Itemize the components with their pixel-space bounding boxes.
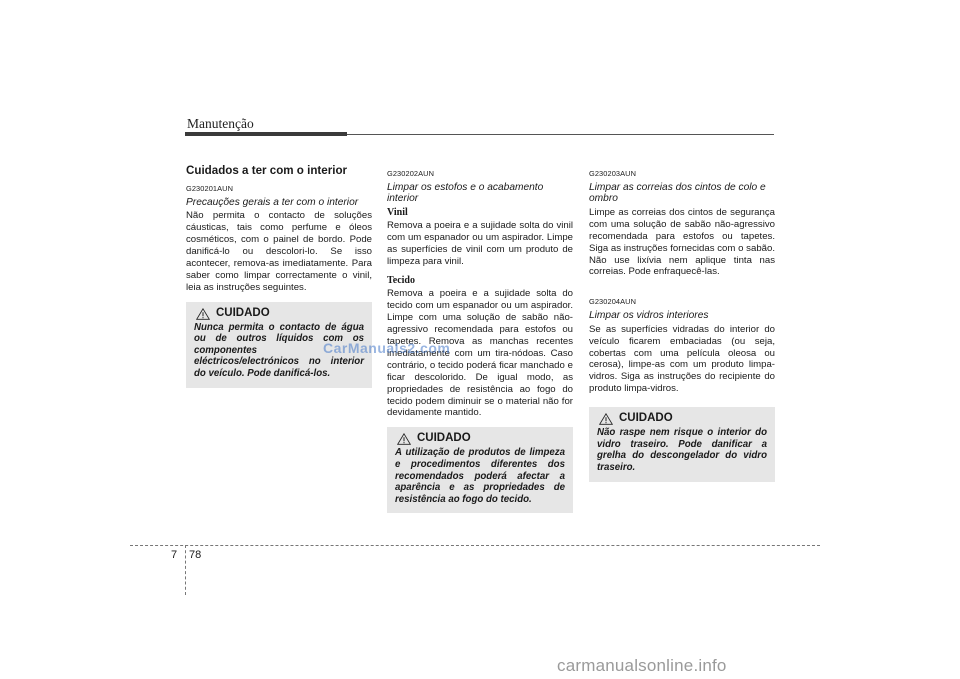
chapter-number: 7	[171, 549, 178, 561]
section-code: G230201AUN	[186, 183, 234, 193]
header-rule-thin	[347, 134, 774, 135]
caution-title: CUIDADO	[619, 412, 673, 425]
watermark-footer: carmanualsonline.info	[557, 656, 727, 675]
subheading: Precauções gerais a ter com o interior	[186, 196, 359, 208]
section-code: G230202AUN	[387, 169, 435, 178]
page-number: 78	[189, 549, 202, 561]
vinil-heading: Vinil	[387, 206, 408, 218]
caution-text: Nunca permita o contacto de água ou de outros líquidos com os componentes eléctricos/electrónicos no interior do veículo. Pode danificá-los.	[194, 321, 364, 380]
caution-box	[589, 407, 775, 481]
column-3	[589, 168, 775, 482]
caution-title: CUIDADO	[417, 432, 471, 445]
footer-rule	[130, 545, 820, 546]
header-rule	[185, 132, 347, 136]
caution-box	[387, 427, 573, 513]
section-code: G230204AUN	[589, 297, 637, 307]
warning-icon	[599, 413, 613, 425]
caution-title: CUIDADO	[216, 306, 270, 319]
paragraph: Remova a poeira e a sujidade solta do tecido com um espanador ou um aspirador. Limpe com uma solução de sabão não-agressivo recomendada para estofos ou tapetes. Remova as manchas recentes imediatamente com um tira-nódoas. Caso contrário, o tecido poderá ficar manchado e ficar descolorido. De igual modo, as propriedades de resistência ao fogo do tecido podem diminuir se o material não for devidamente mantido.	[387, 288, 573, 419]
subheading: Limpar as correias dos cintos de colo e ombro	[589, 181, 766, 205]
section-title: Cuidados a ter com o interior	[186, 164, 348, 177]
paragraph: Limpe as correias dos cintos de segurança com uma solução de sabão não-agressivo recomendada para estofos ou tapetes. Siga as instruções fornecidas com o sabão. Não use lixívia nem aplique tinta nas correias. Pode enfraquecê-las.	[589, 206, 775, 278]
subheading: Limpar os estofos e o acabamento interior	[387, 181, 544, 205]
watermark-overlay: CarManuals2.com	[323, 340, 451, 356]
footer-divider	[185, 545, 186, 595]
subheading: Limpar os vidros interiores	[589, 310, 709, 322]
page-header-title: Manutenção	[187, 116, 254, 131]
caution-text: Não raspe nem risque o interior do vidro traseiro. Pode danificar a grelha do descongelador do vidro traseiro.	[597, 427, 767, 473]
caution-text: A utilização de produtos de limpeza e procedimentos diferentes dos recomendados poderá afectar a aparência e as propriedades de resistência ao fogo do tecido.	[395, 447, 565, 505]
paragraph: Não permita o contacto de soluções cáusticas, tais como perfume e óleos cosméticos, com o painel de bordo. Pode danificá-lo ou descolori-lo. Se isso acontecer, remova-as imediatamente. Para saber como limpar correctamente o vinil, leia as instruções seguintes.	[186, 210, 372, 293]
section-code: G230203AUN	[589, 169, 637, 178]
warning-icon	[397, 433, 411, 445]
warning-icon	[196, 308, 210, 320]
tecido-heading: Tecido	[387, 275, 415, 287]
paragraph: Se as superfícies vidradas do interior do veículo ficarem embaciadas (ou seja, cobertas com uma película oleosa ou cerosa), limpe-as com um produto limpa-vidros. Siga as instruções do recipiente do produto limpa-vidros.	[589, 323, 775, 395]
paragraph: Remova a poeira e a sujidade solta do vinil com um espanador ou um aspirador. Limpe as superfícies de vinil com um produto de limpeza para vinil.	[387, 219, 573, 267]
